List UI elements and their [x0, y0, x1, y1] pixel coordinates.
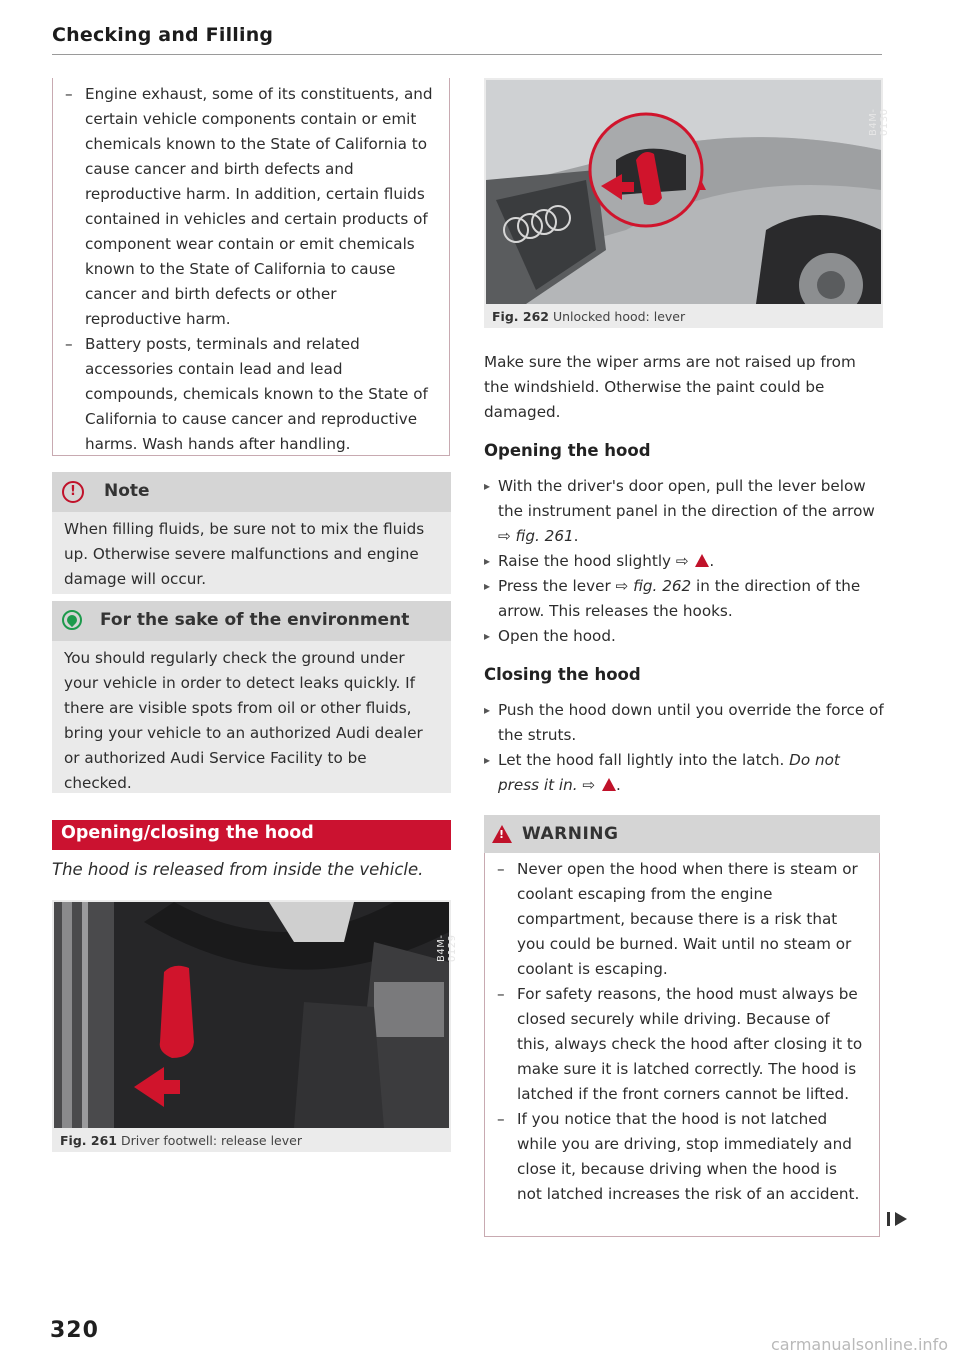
warning-header [484, 815, 880, 853]
california-warning-box [52, 78, 450, 456]
closing-heading: Closing the hood [484, 665, 641, 684]
step-item: ▸ Raise the hood slightly ⇨ . [484, 549, 884, 574]
warning-item: – Engine exhaust, some of its constituents, and certain vehicle components contain or emit chemicals known to the State of California to cause cancer and birth defects and reproductive harm. In addition, certain fluids contained in vehicles and certain products of component wear contain or emit chemicals known to the State of California to cause cancer and birth defects or other reproductive harm. [63, 82, 435, 332]
warning-item: – Never open the hood when there is steam or coolant escaping from the engine compartment, because there is a risk that you could be burned. Wait until no steam or coolant is escaping. [495, 857, 865, 982]
section-subtitle: The hood is released from inside the vehicle. [52, 860, 424, 879]
info-icon: ! [62, 481, 84, 503]
hood-photo [486, 80, 881, 304]
footwell-photo [54, 902, 449, 1128]
opening-steps [484, 474, 884, 649]
figure-caption-text: Driver footwell: release lever [120, 1133, 302, 1148]
closing-steps [484, 698, 884, 798]
note-header [52, 472, 451, 512]
section-heading [52, 820, 451, 850]
page-header-title: Checking and Filling [52, 24, 274, 46]
warning-item: – If you notice that the hood is not latched while you are driving, stop immediately and close it, because driving when the hood is not latched increases the risk of an accident. [495, 1107, 865, 1207]
warning-box [484, 853, 880, 1237]
environment-body: You should regularly check the ground under your vehicle in order to detect leaks quickly. If there are visible spots from oil or other fluids, bring your vehicle to an authorized Audi dealer or authorized Audi Service Facility to be checked. [52, 641, 451, 793]
warning-triangle-icon[interactable] [602, 778, 616, 791]
figure-code: B4M-0129 [436, 934, 458, 962]
figure-reference[interactable]: ⇨ fig. 262 [615, 577, 692, 595]
watermark: carmanualsonline.info [770, 1335, 948, 1354]
figure-261 [52, 900, 458, 1152]
warning-triangle-icon[interactable] [695, 554, 709, 567]
step-item: ▸ Press the lever ⇨ fig. 262 in the direction of the arrow. This releases the hooks. [484, 574, 884, 624]
environment-title: For the sake of the environment [100, 610, 410, 630]
figure-caption [492, 309, 685, 324]
step-item: ▸ Open the hood. [484, 624, 884, 649]
note-body: When filling fluids, be sure not to mix the fluids up. Otherwise severe malfunctions and engine damage will occur. [52, 512, 451, 594]
opening-heading: Opening the hood [484, 441, 651, 460]
figure-reference[interactable]: ⇨ fig. 261 [498, 527, 574, 545]
header-rule [52, 54, 882, 55]
figure-label: Fig. 262 [492, 309, 549, 324]
figure-262 [484, 78, 890, 328]
step-item: ▸ With the driver's door open, pull the lever below the instrument panel in the direction of the arrow ⇨ fig. 261. [484, 474, 884, 549]
warning-item: – Battery posts, terminals and related accessories contain lead and lead compounds, chemicals known to the State of California to cause cancer and reproductive harms. Wash hands after handling. [63, 332, 435, 457]
section-title: Opening/closing the hood [61, 823, 314, 843]
figure-caption-text: Unlocked hood: lever [552, 309, 686, 324]
note-title: Note [104, 481, 150, 501]
step-item: ▸ Push the hood down until you override the force of the struts. [484, 698, 884, 748]
page-number: 320 [50, 1318, 99, 1343]
continue-arrow-icon[interactable] [895, 1212, 907, 1226]
intro-paragraph: Make sure the wiper arms are not raised up from the windshield. Otherwise the paint could be damaged. [484, 353, 856, 421]
environment-header [52, 601, 451, 641]
figure-code: B4M-0130 [868, 108, 890, 136]
figure-caption [60, 1133, 302, 1148]
warning-triangle-icon [492, 825, 512, 843]
warning-item: – For safety reasons, the hood must always be closed securely while driving. Because of this, always check the hood after closing it to make sure it is latched correctly. The hood is latched if the front corners cannot be lifted. [495, 982, 865, 1107]
figure-label: Fig. 261 [60, 1133, 117, 1148]
leaf-icon [62, 610, 82, 630]
warning-title: WARNING [522, 824, 619, 844]
step-item: ▸ Let the hood fall lightly into the latch. Do not press it in. ⇨ . [484, 748, 884, 798]
